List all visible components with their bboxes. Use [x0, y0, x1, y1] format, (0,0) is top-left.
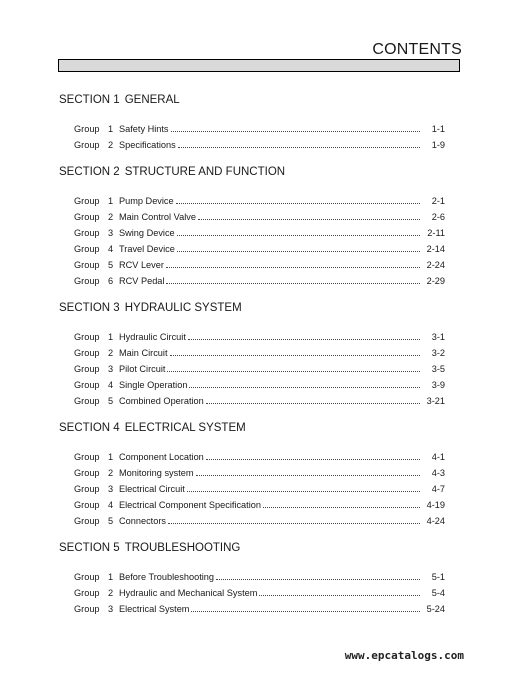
page-number: 3-9	[431, 380, 445, 390]
section-number: SECTION 3	[59, 302, 120, 314]
group-number: 3	[108, 484, 114, 494]
dot-leader	[176, 202, 420, 204]
group-label: Group	[74, 124, 100, 134]
group-number: 4	[108, 500, 114, 510]
dot-leader	[177, 250, 420, 252]
group-label: Group	[74, 516, 100, 526]
group-label: Group	[74, 452, 100, 462]
section-number: SECTION 2	[59, 166, 120, 178]
entry-title: Travel Device	[119, 244, 175, 254]
dot-leader	[170, 354, 421, 356]
section-number: SECTION 1	[59, 94, 120, 106]
group-number: 4	[108, 244, 114, 254]
group-label: Group	[74, 484, 100, 494]
group-label: Group	[74, 140, 100, 150]
toc-entry[interactable]	[59, 512, 445, 528]
dot-leader	[168, 522, 420, 524]
group-number: 5	[108, 396, 114, 406]
toc-entry[interactable]	[59, 360, 445, 376]
dot-leader	[187, 490, 420, 492]
section-heading[interactable]	[59, 300, 445, 316]
group-number: 2	[108, 468, 114, 478]
group-label: Group	[74, 468, 100, 478]
group-label: Group	[74, 276, 100, 286]
toc-entry[interactable]	[59, 600, 445, 616]
group-number: 2	[108, 588, 114, 598]
entry-title: Electrical System	[119, 604, 190, 614]
group-number: 2	[108, 212, 114, 222]
group-number: 1	[108, 572, 114, 582]
group-number: 2	[108, 140, 114, 150]
entry-title: Main Control Valve	[119, 212, 196, 222]
toc-entry[interactable]	[59, 224, 445, 240]
entry-title: Specifications	[119, 140, 176, 150]
page-number: 2-11	[427, 228, 445, 238]
dot-leader	[167, 370, 420, 372]
section-heading[interactable]	[59, 164, 445, 180]
page-number: 3-2	[431, 348, 445, 358]
dot-leader	[191, 610, 420, 612]
toc-entry[interactable]	[59, 192, 445, 208]
group-label: Group	[74, 380, 100, 390]
toc-entry[interactable]	[59, 272, 445, 288]
group-label: Group	[74, 260, 100, 270]
entry-title: Component Location	[119, 452, 204, 462]
dot-leader	[206, 402, 420, 404]
group-label: Group	[74, 588, 100, 598]
entry-title: Monitoring system	[119, 468, 194, 478]
entry-title: Safety Hints	[119, 124, 169, 134]
group-label: Group	[74, 332, 100, 342]
page-number: 3-1	[431, 332, 445, 342]
group-number: 3	[108, 364, 114, 374]
toc-section	[59, 420, 445, 528]
entry-title: Main Circuit	[119, 348, 168, 358]
entry-title: Hydraulic and Mechanical System	[119, 588, 258, 598]
toc-section	[59, 540, 445, 616]
toc-entry[interactable]	[59, 136, 445, 152]
group-number: 5	[108, 260, 114, 270]
group-number: 3	[108, 228, 114, 238]
footer-url[interactable]: www.epcatalogs.com	[344, 649, 464, 662]
group-label: Group	[74, 396, 100, 406]
section-title: ELECTRICAL SYSTEM	[124, 422, 246, 434]
page-number: 4-7	[431, 484, 445, 494]
dot-leader	[196, 474, 420, 476]
page-number: 2-24	[426, 260, 445, 270]
page-number: 3-5	[431, 364, 445, 374]
entry-title: Before Troubleshooting	[119, 572, 215, 582]
entry-title: Combined Operation	[119, 396, 204, 406]
group-number: 5	[108, 516, 114, 526]
toc-entry[interactable]	[59, 256, 445, 272]
entry-title: Electrical Circuit	[119, 484, 185, 494]
page-number: 1-1	[431, 124, 445, 134]
group-number: 1	[108, 196, 114, 206]
dot-leader	[259, 594, 420, 596]
dot-leader	[263, 506, 420, 508]
toc-section	[59, 164, 445, 288]
toc-entry[interactable]	[59, 584, 445, 600]
page-number: 4-19	[426, 500, 445, 510]
group-label: Group	[74, 244, 100, 254]
dot-leader	[216, 578, 420, 580]
toc-entry[interactable]	[59, 376, 445, 392]
section-title: TROUBLESHOOTING	[124, 542, 241, 554]
page-number: 2-29	[426, 276, 445, 286]
page-number: 5-1	[431, 572, 445, 582]
toc-entry[interactable]	[59, 208, 445, 224]
toc-entry[interactable]	[59, 240, 445, 256]
toc-section	[59, 92, 445, 152]
group-number: 6	[108, 276, 114, 286]
toc-entry[interactable]	[59, 496, 445, 512]
section-heading[interactable]	[59, 92, 445, 108]
group-label: Group	[74, 228, 100, 238]
dot-leader	[198, 218, 420, 220]
group-label: Group	[74, 212, 100, 222]
toc-entry[interactable]	[59, 328, 445, 344]
group-number: 4	[108, 380, 114, 390]
page-number: 4-24	[426, 516, 445, 526]
entry-title: Single Operation	[119, 380, 188, 390]
entry-title: Pilot Circuit	[119, 364, 166, 374]
dot-leader	[166, 266, 420, 268]
group-label: Group	[74, 364, 100, 374]
dot-leader	[188, 338, 420, 340]
page-number: 2-6	[431, 212, 445, 222]
group-label: Group	[74, 572, 100, 582]
toc-entry[interactable]	[59, 344, 445, 360]
page-number: 5-4	[431, 588, 445, 598]
dot-leader	[177, 234, 420, 236]
dot-leader	[166, 282, 420, 284]
section-number: SECTION 5	[59, 542, 120, 554]
toc-entry[interactable]	[59, 392, 445, 408]
section-title: HYDRAULIC SYSTEM	[124, 302, 242, 314]
entry-title: RCV Pedal	[119, 276, 165, 286]
group-number: 1	[108, 332, 114, 342]
section-title: GENERAL	[124, 94, 180, 106]
group-number: 1	[108, 452, 114, 462]
entry-title: Pump Device	[119, 196, 174, 206]
page-number: 5-24	[426, 604, 445, 614]
dot-leader	[189, 386, 420, 388]
entry-title: Connectors	[119, 516, 166, 526]
toc-entry[interactable]	[59, 568, 445, 584]
entry-title: Swing Device	[119, 228, 175, 238]
page-number: 4-1	[431, 452, 445, 462]
group-label: Group	[74, 196, 100, 206]
toc-entry[interactable]	[59, 448, 445, 464]
entry-title: Electrical Component Specification	[119, 500, 261, 510]
toc-entry[interactable]	[59, 480, 445, 496]
page-number: 4-3	[431, 468, 445, 478]
section-number: SECTION 4	[59, 422, 120, 434]
page-number: 2-1	[431, 196, 445, 206]
dot-leader	[178, 146, 420, 148]
title-bar	[58, 59, 460, 72]
section-title: STRUCTURE AND FUNCTION	[124, 166, 286, 178]
toc-entry[interactable]	[59, 464, 445, 480]
page-number: 2-14	[426, 244, 445, 254]
entry-title: RCV Lever	[119, 260, 164, 270]
group-number: 2	[108, 348, 114, 358]
table-of-contents	[59, 92, 445, 628]
group-number: 1	[108, 124, 114, 134]
toc-section	[59, 300, 445, 408]
group-label: Group	[74, 500, 100, 510]
group-label: Group	[74, 604, 100, 614]
dot-leader	[206, 458, 420, 460]
page-title: CONTENTS	[372, 41, 462, 58]
page-number: 1-9	[431, 140, 445, 150]
section-heading[interactable]	[59, 420, 445, 436]
section-heading[interactable]	[59, 540, 445, 556]
page-number: 3-21	[426, 396, 445, 406]
toc-entry[interactable]	[59, 120, 445, 136]
entry-title: Hydraulic Circuit	[119, 332, 186, 342]
group-number: 3	[108, 604, 114, 614]
dot-leader	[171, 130, 420, 132]
group-label: Group	[74, 348, 100, 358]
